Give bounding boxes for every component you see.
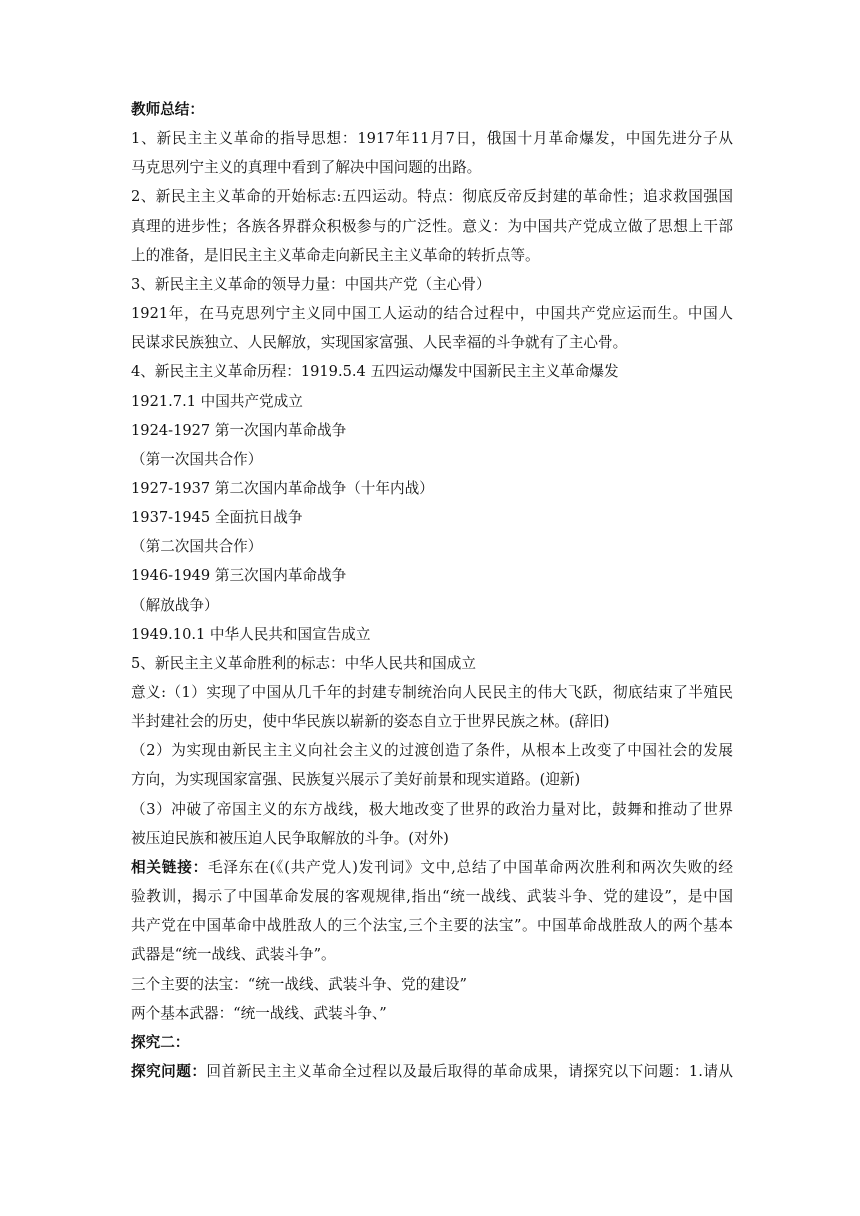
body-text: 回首新民主主义革命全过程以及最后取得的革命成果，请探究以下问题：1.请从	[206, 1062, 733, 1080]
body-text: 武器是“统一战线、武装斗争”。	[131, 946, 336, 964]
text-line	[131, 1003, 387, 1025]
body-text: 毛泽东在(《(共产党人)发刊词》文中,总结了中国革命两次胜利和两次失败的经	[208, 858, 733, 876]
text-line	[131, 944, 336, 966]
bold-heading: 探究二：	[131, 1033, 190, 1051]
text-line	[131, 391, 303, 413]
body-text: 共产党在中国革命中战胜敌人的三个法宝,三个主要的法宝”。中国革命战胜敌人的两个基本	[131, 917, 733, 935]
text-line	[131, 828, 449, 850]
body-text: 1937-1945 全面抗日战争	[131, 509, 303, 527]
text-line	[131, 99, 204, 121]
bold-heading: 教师总结：	[131, 101, 204, 118]
text-line	[131, 799, 733, 821]
bold-heading: 探究问题：	[131, 1062, 207, 1080]
text-line	[131, 624, 370, 646]
text-line	[131, 740, 733, 762]
body-text: （解放战争）	[131, 596, 219, 614]
body-text: 验教训，揭示了中国革命发展的客观规律,指出“统一战线、武装斗争、党的建设”，是中国	[131, 888, 733, 906]
text-line	[131, 478, 434, 500]
text-line	[131, 565, 346, 587]
body-text: 3、新民主主义革命的领导力量：中国共产党（主心骨）	[131, 275, 491, 293]
body-text: 三个主要的法宝：“统一战线、武装斗争、党的建设”	[131, 975, 467, 993]
text-line	[131, 886, 733, 908]
text-line	[131, 1061, 733, 1083]
body-text: 上的准备，是旧民主主义革命走向新民主主义革命的转折点等。	[131, 246, 540, 264]
body-text: 被压迫民族和被压迫人民争取解放的斗争。(对外)	[131, 829, 449, 847]
text-line	[131, 536, 262, 558]
text-line	[131, 653, 476, 675]
body-text: 两个基本武器：“统一战线、武装斗争、”	[131, 1004, 387, 1022]
body-text: 半封建社会的历史，使中华民族以崭新的姿态自立于世界民族之林。(辞旧)	[131, 713, 610, 731]
body-text: （3）冲破了帝国主义的东方战线，极大地改变了世界的政治力量对比，鼓舞和推动了世界	[131, 800, 733, 818]
body-text: 1927-1937 第二次国内革命战争（十年内战）	[131, 479, 434, 497]
body-text: 2、新民主主义革命的开始标志:五四运动。特点：彻底反帝反封建的革命性；追求救国强国	[131, 188, 733, 206]
text-line	[131, 332, 627, 354]
text-line	[131, 711, 609, 733]
body-text: 1946-1949 第三次国内革命战争	[131, 567, 347, 585]
body-text: 意义:（1）实现了中国从几千年的封建专制统治向人民民主的伟大飞跃，彻底结束了半殖民	[131, 684, 733, 701]
text-line	[131, 361, 619, 383]
body-text: 民谋求民族独立、人民解放，实现国家富强、人民幸福的斗争就有了主心骨。	[131, 334, 628, 352]
body-text: 1921年，在马克思列宁主义同中国工人运动的结合过程中，中国共产党应运而生。中国人	[131, 305, 733, 323]
text-line	[131, 595, 219, 617]
text-line	[131, 857, 733, 879]
body-text: 5、新民主主义革命胜利的标志：中华人民共和国成立	[131, 654, 476, 672]
text-line	[131, 303, 733, 325]
body-text: 1949.10.1 中华人民共和国宣告成立	[131, 625, 371, 643]
text-line	[131, 245, 540, 267]
text-line	[131, 974, 467, 996]
body-text: （2）为实现由新民主主义向社会主义的过渡创造了条件，从根本上改变了中国社会的发展	[131, 742, 733, 760]
text-line	[131, 274, 491, 296]
text-line	[131, 186, 733, 208]
text-line	[131, 449, 262, 471]
text-line	[131, 915, 733, 937]
text-line	[131, 682, 733, 704]
body-text: 马克思列宁主义的真理中看到了解决中国问题的出路。	[131, 159, 482, 177]
bold-heading: 相关链接：	[131, 858, 208, 876]
text-line	[131, 1032, 189, 1054]
text-line	[131, 157, 481, 179]
body-text: 真理的进步性；各族各界群众积极参与的广泛性。意义：为中国共产党成立做了思想上干部	[131, 217, 733, 235]
text-line	[131, 216, 733, 238]
body-text: （第一次国共合作）	[131, 450, 263, 468]
text-line	[131, 128, 733, 150]
body-text: （第二次国共合作）	[131, 538, 263, 556]
body-text: 1、新民主主义革命的指导思想：1917年11月7日，俄国十月革命爆发，中国先进分子从	[131, 130, 733, 148]
text-line	[131, 507, 302, 529]
body-text: 方向，为实现国家富强、民族复兴展示了美好前景和现实道路。(迎新)	[131, 771, 581, 789]
body-text: 1924-1927 第一次国内革命战争	[131, 421, 347, 439]
text-line	[131, 420, 346, 442]
body-text: 1921.7.1 中国共产党成立	[131, 392, 303, 410]
body-text: 4、新民主主义革命历程：1919.5.4 五四运动爆发中国新民主主义革命爆发	[131, 363, 619, 381]
text-line	[131, 769, 580, 791]
